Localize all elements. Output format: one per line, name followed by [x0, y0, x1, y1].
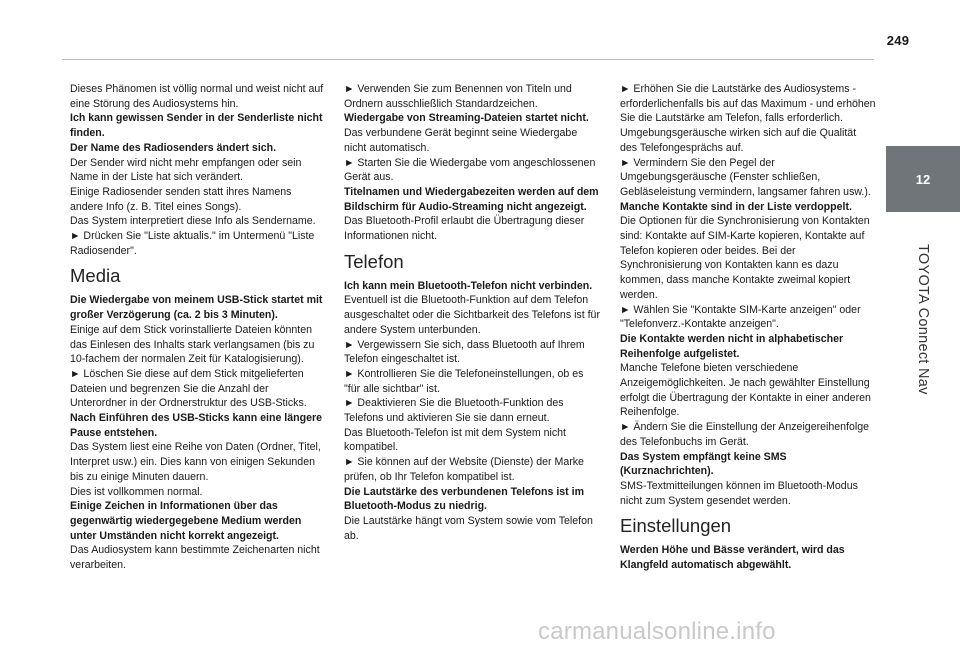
paragraph: SMS-Textmitteilungen können im Bluetooth-Modus nicht zum System gesendet werden. [620, 479, 858, 507]
chapter-title: TOYOTA Connect Nav [915, 244, 931, 395]
paragraph: Eventuell ist die Bluetooth-Funktion auf dem Telefon ausgeschaltet oder die Sichtbarkeit des Telefons ist für andere System unterbunden. [344, 294, 600, 336]
question-heading: Einige Zeichen in Informationen über das gegenwärtig wiedergegebene Medium werden unter Umständen nicht korrekt angezeigt. [70, 500, 302, 542]
question-heading: Wiedergabe von Streaming-Dateien startet nicht. [344, 112, 589, 125]
paragraph: Einige auf dem Stick vorinstallierte Dateien könnten das Einlesen des Inhalts stark verlangsamen (bis zu 10-fachem der normalen Zeit für Katalogisierung). [70, 323, 315, 366]
section-heading-media: Media [70, 265, 121, 287]
paragraph: Das Bluetooth-Telefon ist mit dem System nicht kompatibel. [344, 426, 566, 454]
question-heading: Werden Höhe und Bässe verändert, wird das Klangfeld automatisch abgewählt. [620, 544, 845, 572]
paragraph: Die Lautstärke hängt vom System sowie vom Telefon ab. [344, 514, 593, 542]
paragraph: Dieses Phänomen ist völlig normal und weist nicht auf eine Störung des Audiosystems hin. [70, 83, 324, 110]
paragraph: Einige Radiosender senden statt ihres Namens andere Info (z. B. Titel eines Songs). [70, 185, 292, 213]
paragraph: Das Audiosystem kann bestimmte Zeichenarten nicht verarbeiten. [70, 544, 320, 572]
chapter-number: 12 [886, 146, 960, 212]
instruction: ► Löschen Sie diese auf dem Stick mitgelieferten Dateien und begrenzen Sie die Anzahl der Unterordner in der Ordnerstruktur des USB-Sticks. [70, 367, 307, 410]
instruction: ► Deaktivieren Sie die Bluetooth-Funktion des Telefons und aktivieren Sie sie dann erneut. [344, 397, 564, 425]
watermark: carmanualsonline.info [538, 618, 776, 645]
column-1 [70, 82, 326, 573]
instruction: ► Erhöhen Sie die Lautstärke des Audiosystems - erforderlichenfalls bis auf das Maximum - und erhöhen Sie die Lautstärke am Telefon, falls erforderlich. [620, 83, 876, 125]
question-heading: Ich kann mein Bluetooth-Telefon nicht verbinden. [344, 279, 593, 292]
column-2 [344, 82, 600, 543]
instruction: ► Verwenden Sie zum Benennen von Titeln und Ordnern ausschließlich Standardzeichen. [344, 83, 572, 110]
paragraph: Manche Telefone bieten verschiedene Anzeigemöglichkeiten. Je nach gewählter Einstellung erfolgt die Übertragung der Kontakte in einer anderen Reihenfolge. [620, 362, 871, 419]
paragraph: Das System interpretiert diese Info als Sendername. [70, 215, 316, 228]
instruction: ► Sie können auf der Website (Dienste) der Marke prüfen, ob Ihr Telefon kompatibel ist. [344, 456, 584, 483]
question-heading: Titelnamen und Wiedergabezeiten werden auf dem Bildschirm für Audio-Streaming nicht angezeigt. [344, 185, 599, 213]
question-heading: Manche Kontakte sind in der Liste verdoppelt. [620, 200, 852, 213]
instruction: ► Wählen Sie "Kontakte SIM-Karte anzeigen" oder "Telefonverz.-Kontakte anzeigen". [620, 303, 861, 331]
paragraph: Dies ist vollkommen normal. [70, 485, 203, 498]
paragraph: Umgebungsgeräusche wirken sich auf die Qualität des Telefongesprächs auf. [620, 127, 857, 154]
question-heading: Die Lautstärke des verbundenen Telefons ist im Bluetooth-Modus zu niedrig. [344, 485, 584, 513]
question-heading: Das System empfängt keine SMS (Kurznachrichten). [620, 450, 787, 478]
instruction: ► Vermindern Sie den Pegel der Umgebungsgeräusche (Fenster schließen, Gebläseleistung vermindern, langsamer fahren usw.). [620, 156, 871, 198]
question-heading: Ich kann gewissen Sender in der Senderliste nicht finden. [70, 112, 323, 140]
instruction: ► Vergewissern Sie sich, dass Bluetooth auf Ihrem Telefon eingeschaltet ist. [344, 338, 585, 366]
instruction: ► Drücken Sie "Liste aktualis." im Untermenü "Liste Radiosender". [70, 230, 315, 257]
section-heading-telefon: Telefon [344, 250, 404, 272]
question-heading: Nach Einführen des USB-Sticks kann eine längere Pause entstehen. [70, 412, 322, 439]
column-3 [620, 82, 876, 573]
paragraph: Das verbundene Gerät beginnt seine Wiedergabe nicht automatisch. [344, 127, 578, 154]
question-heading: Die Kontakte werden nicht in alphabetischer Reihenfolge aufgelistet. [620, 332, 844, 360]
page-number: 249 [886, 33, 910, 48]
paragraph: Die Optionen für die Synchronisierung von Kontakten sind: Kontakte auf SIM-Karte kopieren, Kontakte auf Telefon kopieren oder beides. Bei der Synchronisierung von Kontakten kann es dazu kommen, dass manche Kontakte zweimal kopiert werden. [620, 215, 870, 301]
paragraph: Das Bluetooth-Profil erlaubt die Übertragung dieser Informationen nicht. [344, 215, 585, 243]
chapter-tab [886, 146, 960, 510]
paragraph: Der Sender wird nicht mehr empfangen oder sein Name in der Liste hat sich verändert. [70, 156, 302, 184]
instruction: ► Ändern Sie die Einstellung der Anzeigereihenfolge des Telefonbuchs im Gerät. [620, 421, 870, 448]
header-rule [62, 59, 874, 60]
instruction: ► Starten Sie die Wiedergabe vom angeschlossenen Gerät aus. [344, 156, 596, 184]
question-heading: Der Name des Radiosenders ändert sich. [70, 141, 277, 154]
instruction: ► Kontrollieren Sie die Telefoneinstellungen, ob es "für alle sichtbar" ist. [344, 367, 584, 395]
question-heading: Die Wiedergabe von meinem USB-Stick startet mit großer Verzögerung (ca. 2 bis 3 Minuten). [70, 294, 323, 322]
paragraph: Das System liest eine Reihe von Daten (Ordner, Titel, Interpret usw.) ein. Dies kann von einigen Sekunden bis zu einige Minuten dauern. [70, 441, 321, 483]
section-heading-einstellungen: Einstellungen [620, 515, 732, 537]
